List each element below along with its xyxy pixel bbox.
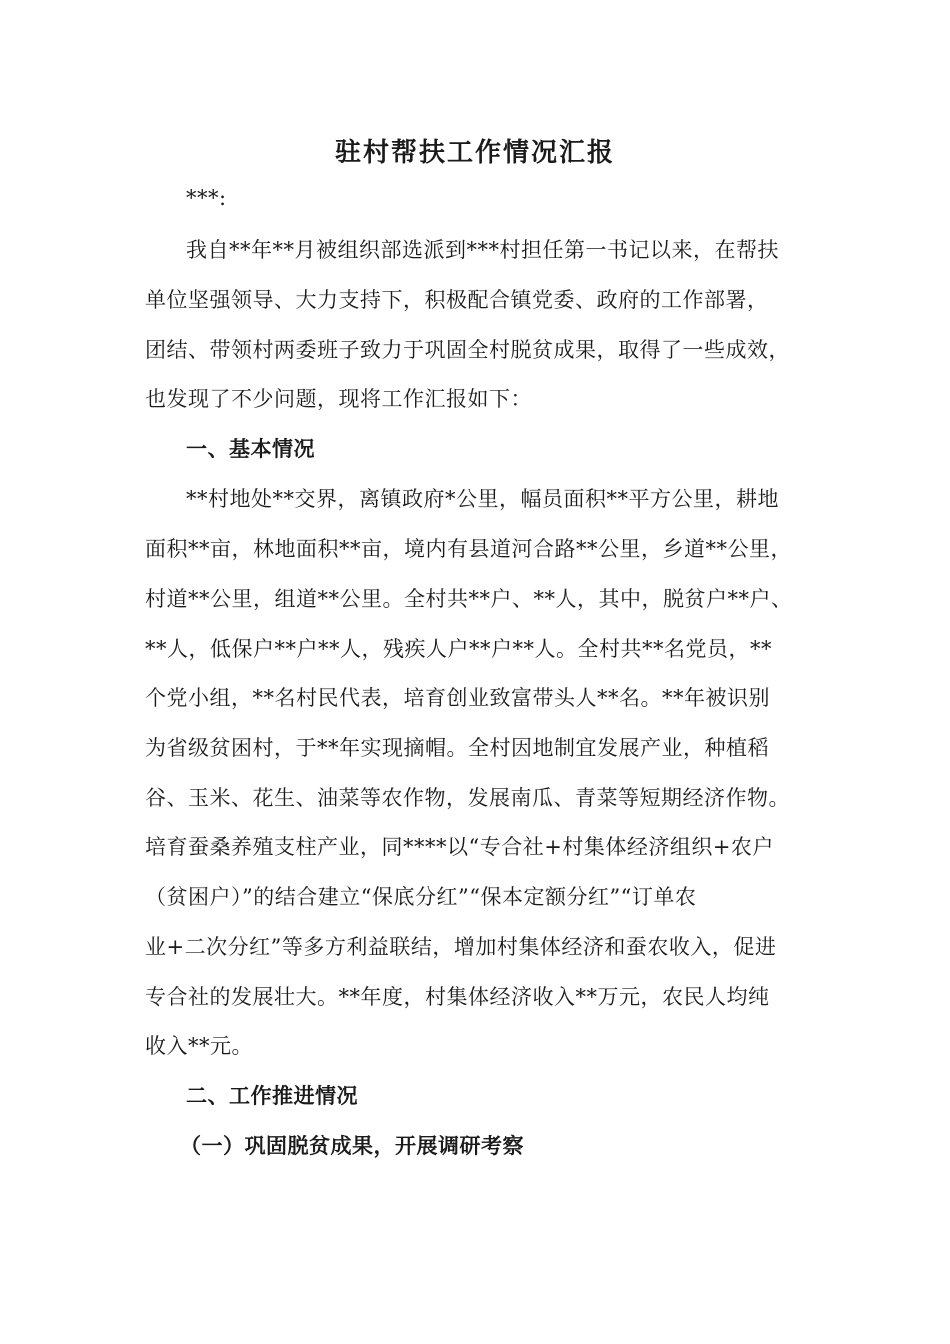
intro-line: 我自**年**月被组织部选派到***村担任第一书记以来，在帮扶 — [186, 238, 779, 262]
body-line: **村地处**交界，离镇政府*公里，幅员面积**平方公里，耕地 — [186, 487, 779, 511]
intro-line: 团结、带领村两委班子致力于巩固全村脱贫成果，取得了一些成效， — [145, 338, 790, 362]
body-line: 面积**亩，林地面积**亩，境内有县道河合路**公里，乡道**公里， — [145, 537, 792, 561]
body-line: 业+二次分红”等多方利益联结，增加村集体经济和蚕农收入，促进 — [145, 935, 777, 959]
intro-line: 单位坚强领导、大力支持下，积极配合镇党委、政府的工作部署， — [145, 288, 769, 312]
body-line: 村道**公里，组道**公里。全村共**户、**人，其中，脱贫户**户、 — [145, 587, 793, 611]
salutation: ***: — [186, 186, 227, 210]
section-heading-progress: 二、工作推进情况 — [186, 1083, 358, 1108]
body-line: 为省级贫困村，于**年实现摘帽。全村因地制宜发展产业，种植稻 — [145, 736, 769, 760]
body-line: 收入**元。 — [145, 1034, 253, 1058]
body-line: **人，低保户**户**人，残疾人户**户**人。全村共**名党员，** — [145, 637, 772, 661]
body-line: 谷、玉米、花生、油菜等农作物，发展南瓜、青菜等短期经济作物。 — [145, 786, 790, 810]
body-line: 培育蚕桑养殖支柱产业，同****以“专合社+村集体经济组织+农户 — [145, 835, 774, 859]
body-line: 专合社的发展壮大。**年度，村集体经济收入**万元，农民人均纯 — [145, 985, 770, 1009]
subsection-heading: （一）巩固脱贫成果，开展调研考察 — [180, 1133, 524, 1158]
document-title: 驻村帮扶工作情况汇报 — [334, 138, 615, 168]
intro-line: 也发现了不少问题，现将工作汇报如下： — [145, 387, 532, 411]
section-heading-basic: 一、基本情况 — [186, 436, 315, 461]
body-line: （贫困户）”的结合建立“保底分红”“保本定额分红”“订单农 — [145, 885, 697, 909]
body-line: 个党小组，**名村民代表，培育创业致富带头人**名。**年被识别 — [145, 686, 770, 710]
